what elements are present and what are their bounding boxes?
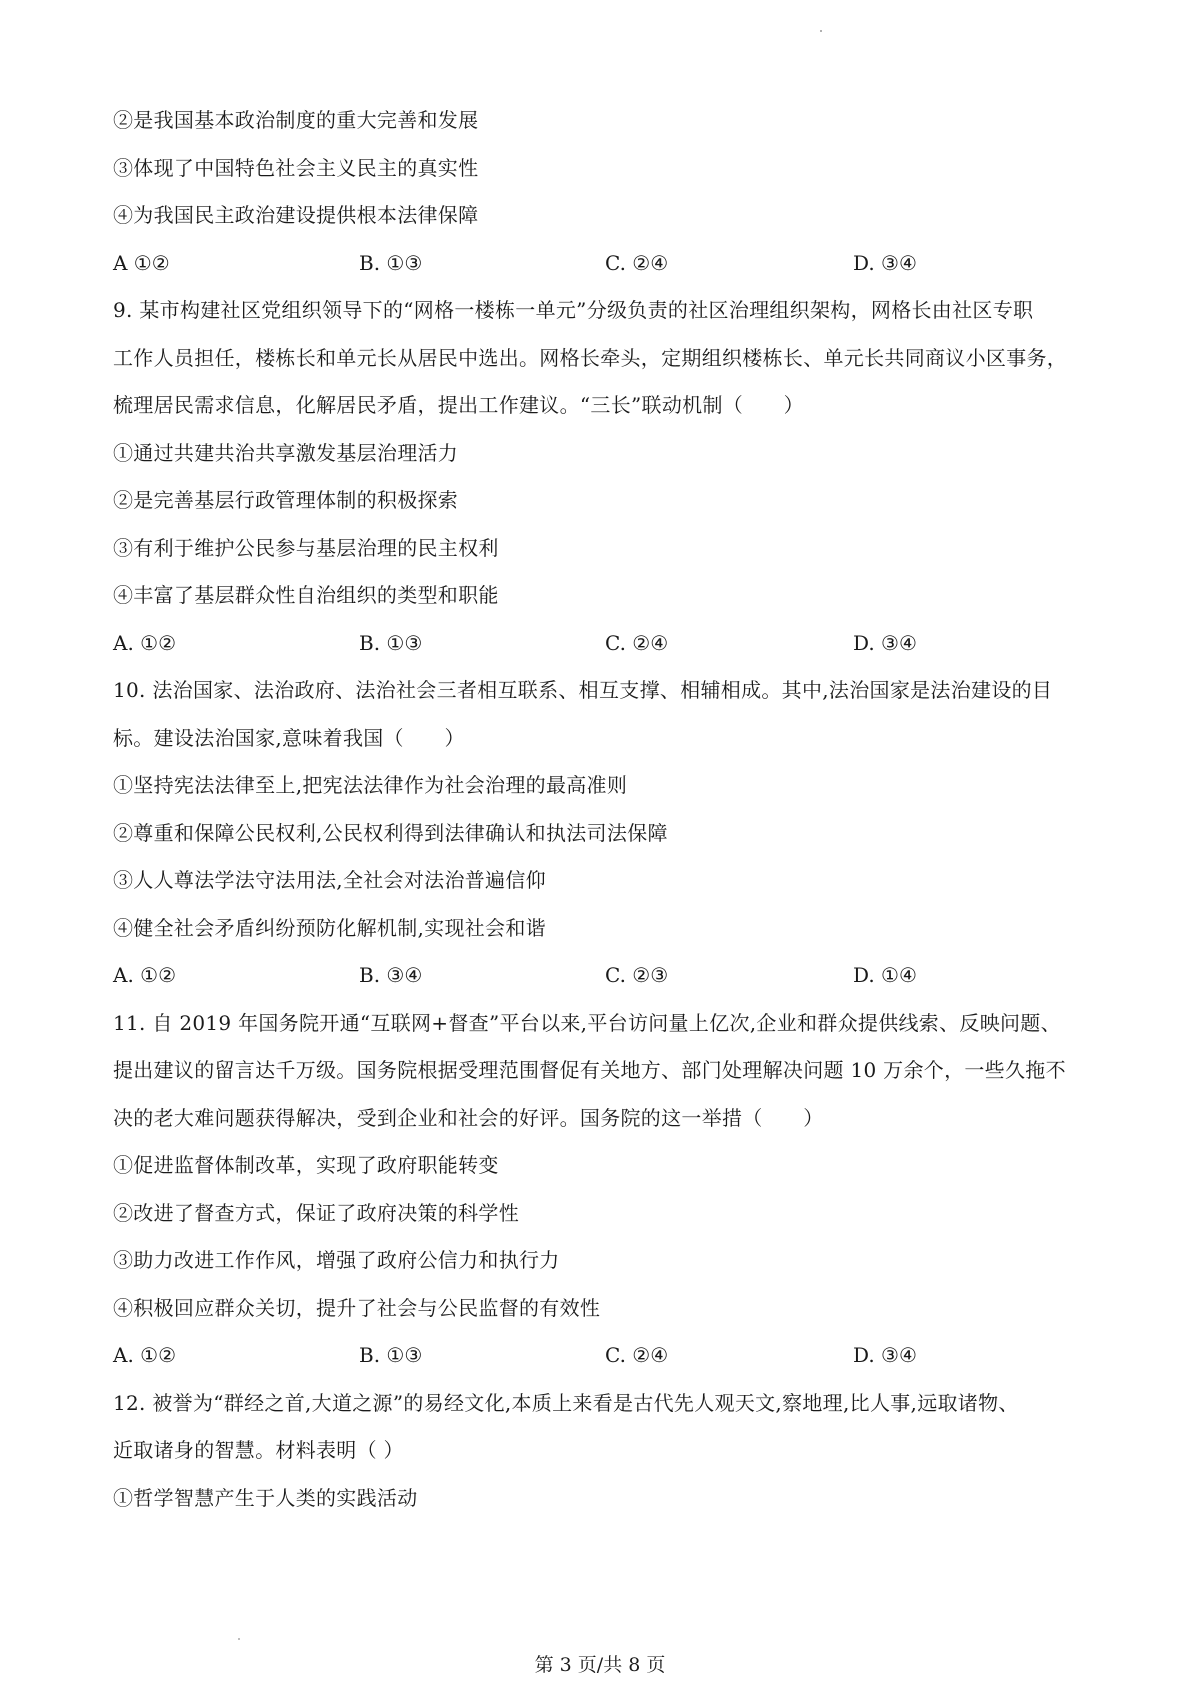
- q10-option-1: ①坚持宪法法律至上,把宪法法律作为社会治理的最高准则: [113, 773, 628, 797]
- q11-option-4: ④积极回应群众关切，提升了社会与公民监督的有效性: [113, 1295, 601, 1320]
- q9-answer-a: A. ①②: [113, 630, 177, 655]
- q9-answer-c: C. ②④: [605, 630, 669, 655]
- q9-answer-d: D. ③④: [853, 630, 917, 655]
- q10-stem: [113, 667, 1103, 762]
- q11-option-1: ①促进监督体制改革，实现了政府职能转变: [113, 1153, 499, 1177]
- q9-option-2: ②是完善基层行政管理体制的积极探索: [113, 488, 459, 512]
- page-number: 第 3 页/共 8 页: [534, 1654, 666, 1676]
- q11-stem-line: 11. 自 2019 年国务院开通“互联网+督查”平台以来,平台访问量上亿次,企业和群众提供线索、反映问题、: [113, 1010, 1061, 1035]
- q9-stem: [113, 287, 1103, 430]
- q11-answer-d: D. ③④: [853, 1343, 917, 1367]
- q9-option-3: ③有利于维护公民参与基层治理的民主权利: [113, 535, 499, 560]
- q10-answer-c: C. ②③: [605, 963, 669, 987]
- q10-answer-d: D. ①④: [853, 963, 917, 987]
- q11-stem-line: 决的老大难问题获得解决，受到企业和社会的好评。国务院的这一举措（ ）: [113, 1105, 824, 1130]
- q8-answer-b: B. ①③: [359, 250, 423, 275]
- question-8: [113, 97, 1103, 287]
- scan-speck: [238, 1638, 240, 1640]
- q9-stem-line: 梳理居民需求信息，化解居民矛盾，提出工作建议。“三长”联动机制（ ）: [113, 393, 804, 417]
- q8-answer-a: A ①②: [113, 250, 170, 275]
- q10-answer-a: A. ①②: [113, 963, 177, 987]
- q11-stem-line: 提出建议的留言达千万级。国务院根据受理范围督促有关地方、部门处理解决问题 10 万余个，一些久拖不: [113, 1058, 1066, 1082]
- q9-stem-line: 9. 某市构建社区党组织领导下的“网格一楼栋一单元”分级负责的社区治理组织架构，网格长由社区专职: [113, 298, 1034, 322]
- q11-answer-a: A. ①②: [113, 1343, 177, 1367]
- q8-answers: [113, 240, 1103, 288]
- q10-stem-line: 10. 法治国家、法治政府、法治社会三者相互联系、相互支撑、相辅相成。其中,法治国家是法治建设的目: [113, 678, 1053, 702]
- q11-answer-c: C. ②④: [605, 1343, 669, 1367]
- q10-answer-b: B. ③④: [359, 963, 423, 987]
- q10-option-4: ④健全社会矛盾纠纷预防化解机制,实现社会和谐: [113, 915, 546, 940]
- q8-option-3: ③体现了中国特色社会主义民主的真实性: [113, 155, 479, 180]
- q8-answer-c: C. ②④: [605, 250, 669, 275]
- q10-answers: [113, 952, 1103, 1000]
- question-9: [113, 287, 1103, 667]
- question-11: [113, 1000, 1103, 1380]
- q9-answers: [113, 620, 1103, 668]
- scan-speck: [820, 30, 822, 32]
- q10-option-2: ②尊重和保障公民权利,公民权利得到法律确认和执法司法保障: [113, 820, 668, 845]
- q8-answer-d: D. ③④: [853, 250, 917, 275]
- q8-option-2: ②是我国基本政治制度的重大完善和发展: [113, 108, 479, 132]
- question-12: [113, 1380, 1103, 1523]
- q9-option-1: ①通过共建共治共享激发基层治理活力: [113, 440, 459, 465]
- q11-stem: [113, 1000, 1103, 1143]
- q10-option-3: ③人人尊法学法守法用法,全社会对法治普遍信仰: [113, 868, 546, 892]
- q12-option-1: ①哲学智慧产生于人类的实践活动: [113, 1485, 418, 1510]
- page-content: [113, 97, 1103, 1522]
- q9-option-4: ④丰富了基层群众性自治组织的类型和职能: [113, 583, 499, 607]
- q12-stem-line: 12. 被誉为“群经之首,大道之源”的易经文化,本质上来看是古代先人观天文,察地理,比人事,远取诸物、: [113, 1390, 1019, 1415]
- q12-stem: [113, 1380, 1103, 1475]
- question-10: [113, 667, 1103, 1000]
- q10-stem-line: 标。建设法治国家,意味着我国（ ）: [113, 725, 465, 750]
- q8-option-4: ④为我国民主政治建设提供根本法律保障: [113, 203, 479, 227]
- q9-answer-b: B. ①③: [359, 630, 423, 655]
- q12-stem-line: 近取诸身的智慧。材料表明（ ）: [113, 1438, 404, 1462]
- q11-option-3: ③助力改进工作作风，增强了政府公信力和执行力: [113, 1248, 560, 1272]
- q11-answer-b: B. ①③: [359, 1343, 423, 1367]
- q11-answers: [113, 1332, 1103, 1380]
- q9-stem-line: 工作人员担任，楼栋长和单元长从居民中选出。网格长牵头，定期组织楼栋长、单元长共同商议小区事务，: [113, 345, 1068, 370]
- q11-option-2: ②改进了督查方式，保证了政府决策的科学性: [113, 1200, 519, 1225]
